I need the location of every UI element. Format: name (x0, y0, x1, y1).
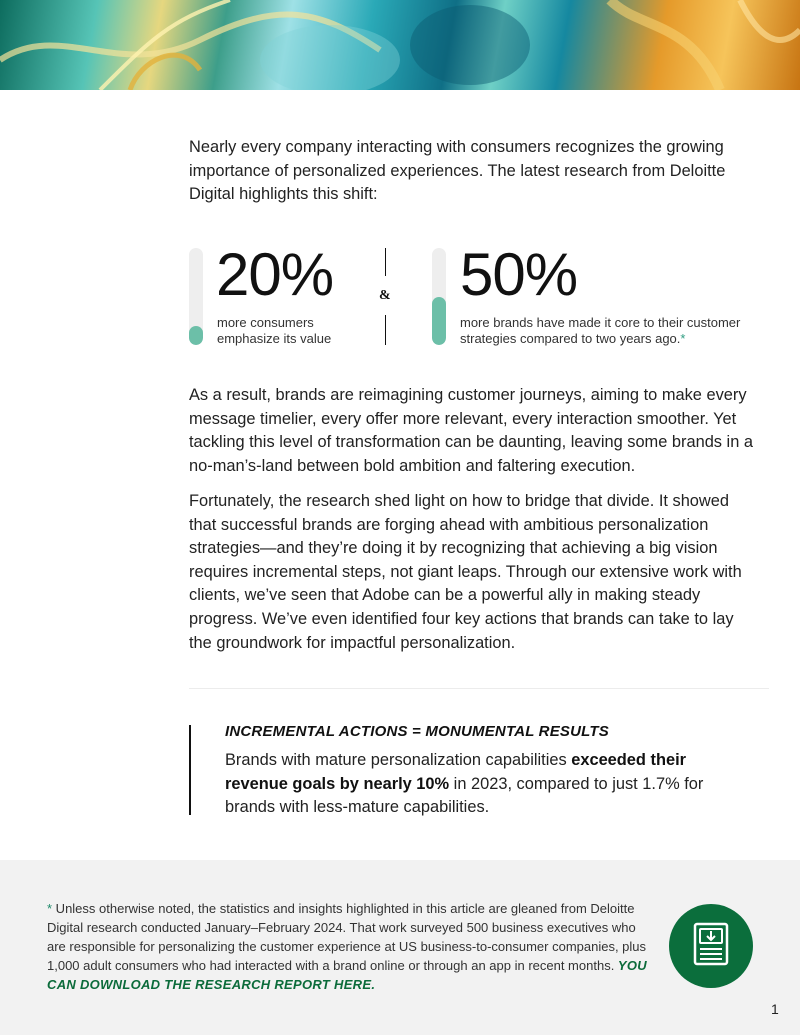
callout-text-after: in 2023, compared to just 1.7% for brands with less-mature capabilities. (225, 774, 704, 817)
stat-bar-fill-brands (432, 297, 446, 346)
callout-title: INCREMENTAL ACTIONS = MONUMENTAL RESULTS (225, 723, 609, 740)
body-paragraph-1: As a result, brands are reimagining customer journeys, aiming to make every message timelier, every offer more relevant, every interaction smoother. Yet tackling this level of transformation can be daunting, leaving some brands in a no-man’s-land between bold ambition and faltering execution. (189, 386, 753, 475)
intro-paragraph: Nearly every company interacting with consumers recognizes the growing importance of personalized experiences. The latest research from Deloitte Digital highlights this shift: (189, 138, 726, 203)
separator-line-bottom (385, 315, 386, 345)
separator-line-top (385, 248, 386, 276)
hero-image (0, 0, 800, 90)
footnote (47, 899, 657, 994)
footnote-text: Unless otherwise noted, the statistics and insights highlighted in this article are gleaned from Deloitte Digital research conducted January–February 2024. That work surveyed 500 business executives who are responsible for personalizing the customer experience at US business-to-consumer companies, plus 1,000 adult consumers who had interacted with a brand online or through an app in recent months. (47, 901, 647, 973)
download-report-link[interactable]: YOU CAN DOWNLOAD THE RESEARCH REPORT HERE. (47, 958, 647, 992)
stat-caption-brands (460, 315, 760, 347)
stat-value-consumers: 20% (216, 241, 334, 308)
callout-accent-line (189, 725, 191, 815)
footnote-star: * (47, 901, 53, 916)
asterisk-footnote-marker: * (680, 331, 686, 346)
stat-caption-line2: strategies compared to two years ago. (460, 331, 681, 346)
stat-caption-line2: emphasize its value (217, 331, 332, 346)
stat-caption-consumers (217, 315, 367, 347)
callout-text-before: Brands with mature personalization capabilities (225, 751, 572, 769)
download-report-icon (669, 904, 753, 988)
stat-bar-consumers (189, 248, 203, 345)
stat-caption-line1: more brands have made it core to their customer (460, 315, 741, 330)
callout-body (225, 749, 725, 820)
page-number: 1 (771, 1001, 779, 1017)
stat-caption-line1: more consumers (217, 315, 314, 330)
download-report-button[interactable] (669, 904, 753, 988)
body-paragraph-2: Fortunately, the research shed light on how to bridge that divide. It showed that successful brands are forging ahead with ambitious personalization strategies—and they’re doing it by recognizing that achieving a big vision requires incremental steps, not giant leaps. Through our extensive work with clients, we’ve seen that Adobe can be a powerful ally in making steady progress. We’ve even identified four key actions that brands can take to lay the groundwork for impactful personalization. (189, 492, 742, 652)
hero-abstract-art (0, 0, 800, 90)
section-divider (189, 688, 769, 689)
stat-bar-fill-consumers (189, 326, 203, 345)
ampersand: & (379, 288, 391, 303)
stat-bar-brands (432, 248, 446, 345)
callout-text-bold: exceeded their revenue goals by nearly 10% (225, 751, 687, 793)
stat-value-brands: 50% (460, 241, 578, 308)
